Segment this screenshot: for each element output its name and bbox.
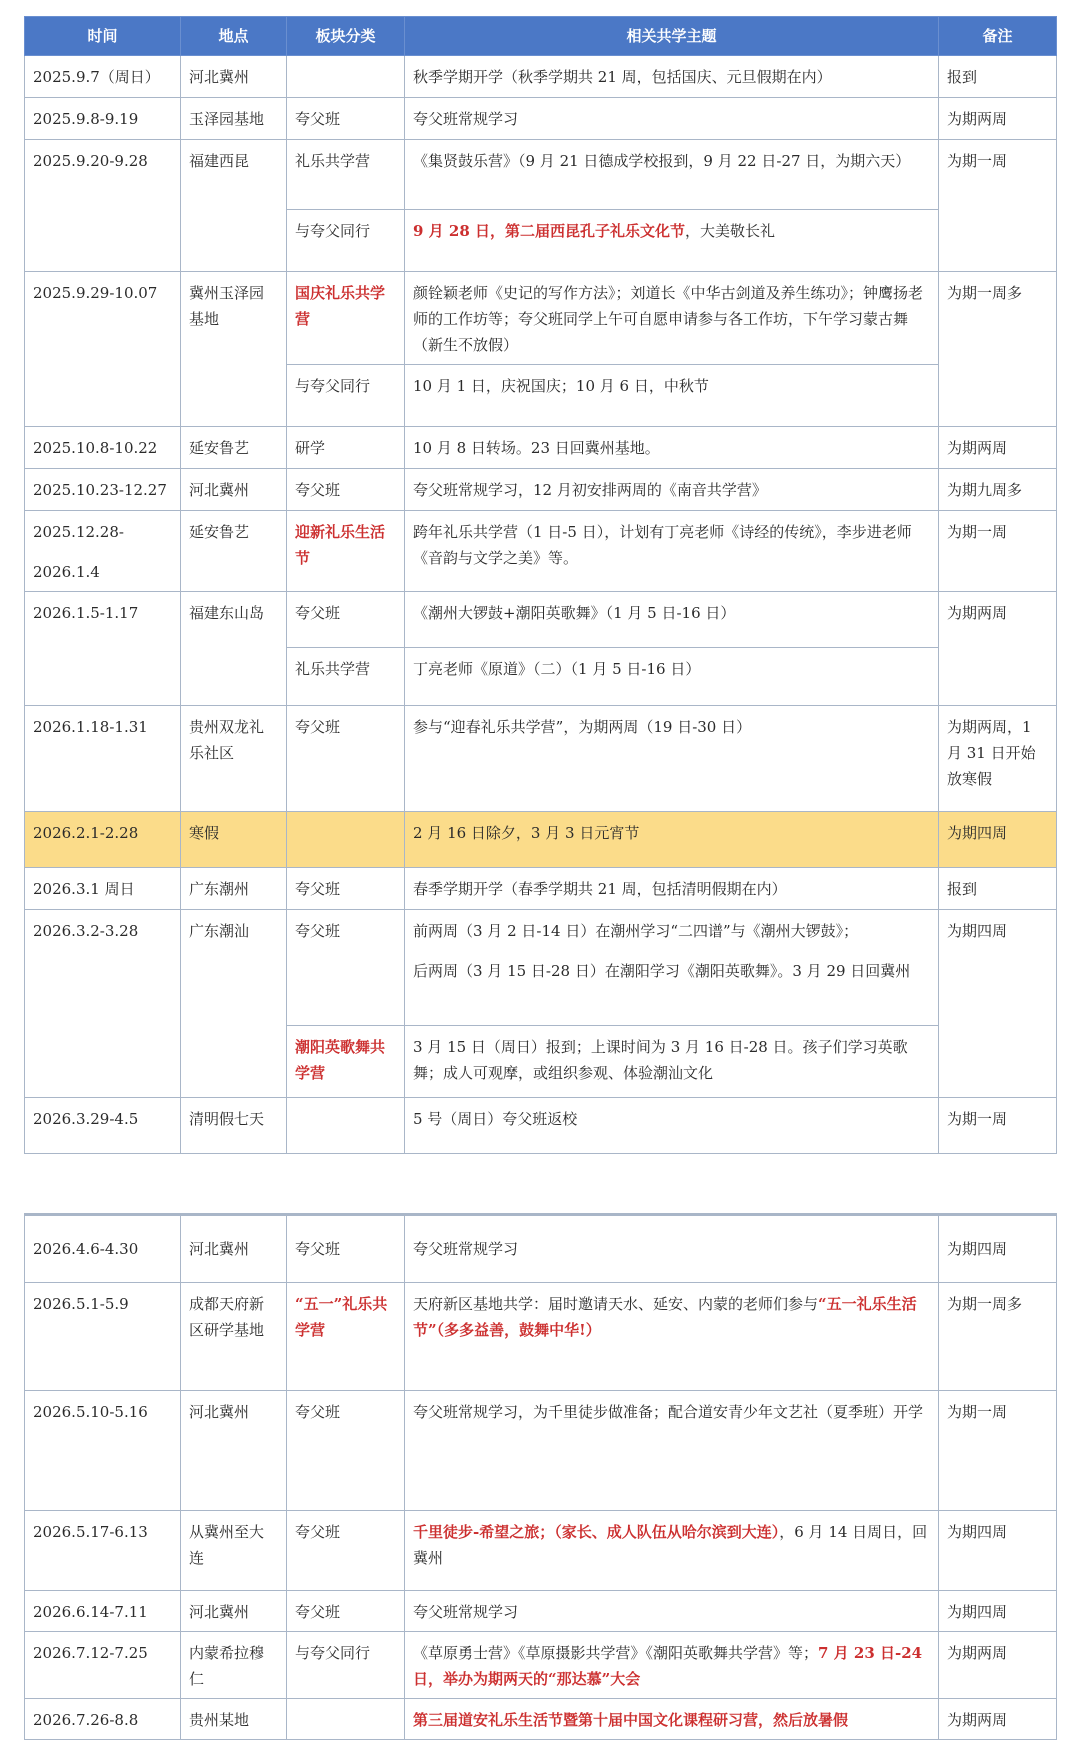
topic-cell: 3 月 15 日（周日）报到；上课时间为 3 月 16 日-28 日。孩子们学习英歌舞；成人可观摩，或组织参观、体验潮汕文化 <box>405 1026 939 1098</box>
note-cell: 为期两周 <box>939 427 1057 469</box>
category-cell: 夸父班 <box>287 592 405 648</box>
header-note: 备注 <box>939 17 1057 56</box>
place-cell: 福建东山岛 <box>181 592 287 706</box>
place-cell: 福建西昆 <box>181 140 287 272</box>
topic-cell: 跨年礼乐共学营（1 日-5 日），计划有丁亮老师《诗经的传统》，李步进老师《音韵与文学之美》等。 <box>405 511 939 592</box>
topic-cell: 夸父班常规学习 <box>405 1591 939 1632</box>
topic-cell: 夸父班常规学习 <box>405 98 939 140</box>
highlight-text: 第三届道安礼乐生活节暨第十届中国文化课程研习营， <box>413 1711 774 1729</box>
category-cell: 夸父班 <box>287 1511 405 1591</box>
topic-cell: 10 月 8 日转场。23 日回冀州基地。 <box>405 427 939 469</box>
table-row <box>25 592 1057 648</box>
category-cell: 夸父班 <box>287 1215 405 1283</box>
topic-cell: 2 月 16 日除夕，3 月 3 日元宵节 <box>405 812 939 868</box>
note-cell: 为期四周 <box>939 1215 1057 1283</box>
category-cell <box>287 1098 405 1154</box>
table-row <box>25 1098 1057 1154</box>
note-cell: 为期四周 <box>939 1591 1057 1632</box>
header-category: 板块分类 <box>287 17 405 56</box>
category-cell: 礼乐共学营 <box>287 140 405 210</box>
category-cell: 潮阳英歌舞共学营 <box>287 1026 405 1098</box>
category-cell <box>287 1699 405 1740</box>
table-row <box>25 868 1057 910</box>
category-cell <box>287 56 405 98</box>
topic-cell: 春季学期开学（春季学期共 21 周，包括清明假期在内） <box>405 868 939 910</box>
place-cell: 贵州某地 <box>181 1699 287 1740</box>
note-cell: 为期一周 <box>939 140 1057 272</box>
place-cell: 河北冀州 <box>181 56 287 98</box>
table-row <box>25 1391 1057 1511</box>
time-cell: 2026.1.18-1.31 <box>25 706 181 812</box>
highlight-text: “五一礼乐生活节” <box>413 1295 917 1339</box>
note-cell: 为期四周 <box>939 1511 1057 1591</box>
place-cell: 河北冀州 <box>181 1391 287 1511</box>
note-cell: 为期一周 <box>939 1098 1057 1154</box>
time-cell: 2025.10.8-10.22 <box>25 427 181 469</box>
place-cell: 贵州双龙礼乐社区 <box>181 706 287 812</box>
category-cell: 夸父班 <box>287 1591 405 1632</box>
note-cell: 为期九周多 <box>939 469 1057 511</box>
category-cell: 与夸父同行 <box>287 1632 405 1699</box>
schedule-table-2 <box>24 1213 1057 1740</box>
place-cell: 广东潮州 <box>181 868 287 910</box>
table-row <box>25 1632 1057 1699</box>
time-cell: 2026.2.1-2.28 <box>25 812 181 868</box>
time-cell: 2026.5.17-6.13 <box>25 1511 181 1591</box>
place-cell: 河北冀州 <box>181 1591 287 1632</box>
table-row <box>25 706 1057 812</box>
topic-cell: 参与“迎春礼乐共学营”，为期两周（19 日-30 日） <box>405 706 939 812</box>
place-cell: 从冀州至大连 <box>181 1511 287 1591</box>
topic-cell: 秋季学期开学（秋季学期共 21 周，包括国庆、元旦假期在内） <box>405 56 939 98</box>
table-row <box>25 1699 1057 1740</box>
header-topic: 相关共学主题 <box>405 17 939 56</box>
table-row <box>25 1511 1057 1591</box>
place-cell: 河北冀州 <box>181 469 287 511</box>
time-cell: 2026.5.10-5.16 <box>25 1391 181 1511</box>
category-cell: 夸父班 <box>287 469 405 511</box>
table-row <box>25 140 1057 210</box>
time-cell: 2026.5.1-5.9 <box>25 1283 181 1391</box>
category-cell: 国庆礼乐共学营 <box>287 272 405 365</box>
category-cell: 夸父班 <box>287 98 405 140</box>
table-row <box>25 98 1057 140</box>
place-cell: 清明假七天 <box>181 1098 287 1154</box>
table-row <box>25 56 1057 98</box>
note-cell: 为期两周 <box>939 1699 1057 1740</box>
time-cell: 2025.9.20-9.28 <box>25 140 181 272</box>
note-cell: 为期两周 <box>939 98 1057 140</box>
place-cell: 玉泽园基地 <box>181 98 287 140</box>
category-cell: 与夸父同行 <box>287 365 405 427</box>
note-cell: 为期两周 <box>939 592 1057 706</box>
time-cell: 2026.4.6-4.30 <box>25 1215 181 1283</box>
category-cell: 夸父班 <box>287 868 405 910</box>
time-cell: 2026.3.29-4.5 <box>25 1098 181 1154</box>
place-cell: 延安鲁艺 <box>181 511 287 592</box>
topic-cell: 《集贤鼓乐营》（9 月 21 日德成学校报到，9 月 22 日-27 日，为期六天） <box>405 140 939 210</box>
category-cell: 夸父班 <box>287 910 405 1026</box>
place-cell: 延安鲁艺 <box>181 427 287 469</box>
place-cell: 广东潮汕 <box>181 910 287 1098</box>
table-row-highlighted <box>25 812 1057 868</box>
table-row <box>25 1283 1057 1391</box>
highlight-text: 7 月 23 日-24 日，举办为期两天的“那达慕”大会 <box>413 1644 923 1688</box>
topic-cell: 第三届道安礼乐生活节暨第十届中国文化课程研习营，然后放暑假 <box>405 1699 939 1740</box>
time-cell: 2025.9.29-10.07 <box>25 272 181 427</box>
time-cell: 2026.6.14-7.11 <box>25 1591 181 1632</box>
topic-cell: 前两周（3 月 2 日-14 日）在潮州学习“二四谱”与《潮州大锣鼓》； 后两周（3 月 15 日-28 日）在潮阳学习《潮阳英歌舞》。3 月 29 日回冀州 <box>405 910 939 1026</box>
note-cell: 为期两周 <box>939 1632 1057 1699</box>
place-cell: 内蒙希拉穆仁 <box>181 1632 287 1699</box>
header-place: 地点 <box>181 17 287 56</box>
table-row <box>25 910 1057 1026</box>
topic-cell: 5 号（周日）夸父班返校 <box>405 1098 939 1154</box>
note-cell: 为期一周多 <box>939 1283 1057 1391</box>
table-row <box>25 469 1057 511</box>
topic-cell: 丁亮老师《原道》（二）（1 月 5 日-16 日） <box>405 648 939 706</box>
place-cell: 河北冀州 <box>181 1215 287 1283</box>
topic-cell: 9 月 28 日，第二届西昆孔子礼乐文化节，大美敬长礼 <box>405 210 939 272</box>
table-row <box>25 272 1057 365</box>
table-row <box>25 1591 1057 1632</box>
category-cell: 与夸父同行 <box>287 210 405 272</box>
schedule-table-1 <box>24 16 1057 1154</box>
topic-cell: 夸父班常规学习，12 月初安排两周的《南音共学营》 <box>405 469 939 511</box>
topic-cell: 千里徒步-希望之旅；（家长、成人队伍从哈尔滨到大连），6 月 14 日周日，回冀州 <box>405 1511 939 1591</box>
place-cell: 寒假 <box>181 812 287 868</box>
topic-cell: 《草原勇士营》《草原摄影共学营》《潮阳英歌舞共学营》等；7 月 23 日-24 日，举办为期两天的“那达慕”大会 <box>405 1632 939 1699</box>
topic-cell: 天府新区基地共学：届时邀请天水、延安、内蒙的老师们参与“五一礼乐生活节”（多多益善，鼓舞中华!） <box>405 1283 939 1391</box>
category-cell: 夸父班 <box>287 1391 405 1511</box>
note-cell: 为期两周，1 月 31 日开始放寒假 <box>939 706 1057 812</box>
note-cell: 报到 <box>939 868 1057 910</box>
place-cell: 成都天府新区研学基地 <box>181 1283 287 1391</box>
header-row <box>25 17 1057 56</box>
topic-cell: 《潮州大锣鼓+潮阳英歌舞》（1 月 5 日-16 日） <box>405 592 939 648</box>
time-cell: 2026.3.2-3.28 <box>25 910 181 1098</box>
time-cell: 2026.7.12-7.25 <box>25 1632 181 1699</box>
note-cell: 为期四周 <box>939 812 1057 868</box>
table-row <box>25 511 1057 592</box>
category-cell: “五一”礼乐共学营 <box>287 1283 405 1391</box>
time-cell: 2026.7.26-8.8 <box>25 1699 181 1740</box>
time-cell: 2025.9.7（周日） <box>25 56 181 98</box>
category-cell: 礼乐共学营 <box>287 648 405 706</box>
time-cell: 2025.9.8-9.19 <box>25 98 181 140</box>
category-cell: 迎新礼乐生活节 <box>287 511 405 592</box>
topic-cell: 10 月 1 日，庆祝国庆；10 月 6 日，中秋节 <box>405 365 939 427</box>
note-cell: 为期四周 <box>939 910 1057 1098</box>
topic-cell: 颜铨颖老师《史记的写作方法》；刘道长《中华古剑道及养生练功》；钟鹰扬老师的工作坊等；夸父班同学上午可自愿申请参与各工作坊，下午学习蒙古舞（新生不放假） <box>405 272 939 365</box>
time-cell: 2025.10.23-12.27 <box>25 469 181 511</box>
note-cell: 报到 <box>939 56 1057 98</box>
category-cell <box>287 812 405 868</box>
highlight-text: 千里徒步-希望之旅；（家长、成人队伍从哈尔滨到大连） <box>413 1523 780 1541</box>
table-row <box>25 427 1057 469</box>
header-time: 时间 <box>25 17 181 56</box>
time-cell: 2026.1.5-1.17 <box>25 592 181 706</box>
table-row <box>25 1215 1057 1283</box>
topic-cell: 夸父班常规学习 <box>405 1215 939 1283</box>
note-cell: 为期一周 <box>939 511 1057 592</box>
topic-cell: 夸父班常规学习，为千里徒步做准备；配合道安青少年文艺社（夏季班）开学 <box>405 1391 939 1511</box>
place-cell: 冀州玉泽园基地 <box>181 272 287 427</box>
time-cell: 2025.12.28- 2026.1.4 <box>25 511 181 592</box>
category-cell: 夸父班 <box>287 706 405 812</box>
note-cell: 为期一周 <box>939 1391 1057 1511</box>
category-cell: 研学 <box>287 427 405 469</box>
note-cell: 为期一周多 <box>939 272 1057 427</box>
time-cell: 2026.3.1 周日 <box>25 868 181 910</box>
highlight-text: 9 月 28 日，第二届西昆孔子礼乐文化节 <box>413 222 685 240</box>
